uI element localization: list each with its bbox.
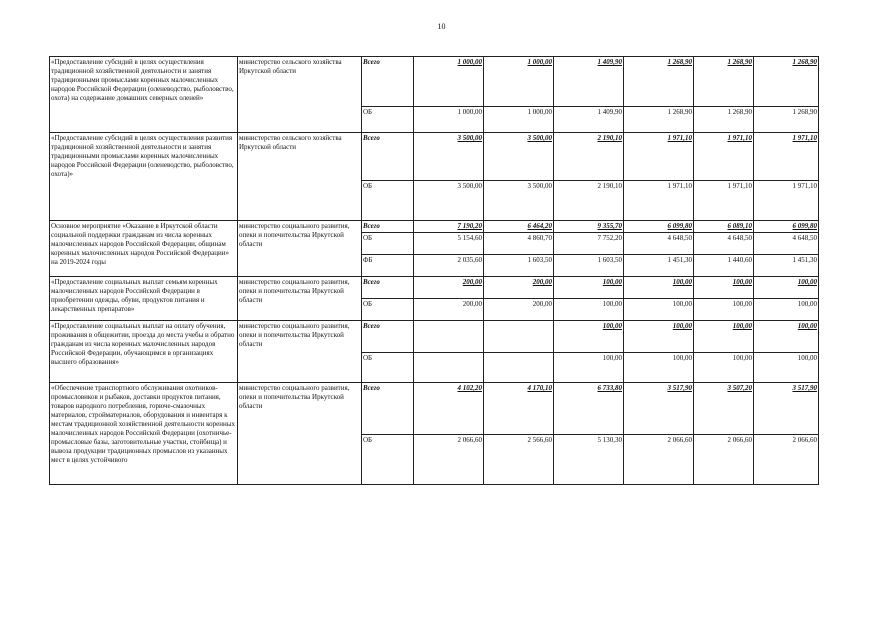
amount-cell: 1 268,90 — [694, 57, 754, 107]
activity-description: «Предоставление субсидий в целях осуществления развития традиционной хозяйственной деятельности и занятия традиционными промыслами коренных малочисленных народов Российской Федерации (оленеводство, рыболовство, охота)» — [50, 133, 238, 221]
amount-cell: 4 860,70 — [484, 233, 554, 255]
amount-cell: 1 268,90 — [754, 57, 819, 107]
amount-cell: 200,00 — [414, 277, 484, 299]
amount-cell: 1 268,90 — [624, 57, 694, 107]
amount-cell: 1 000,00 — [484, 107, 554, 133]
amount-cell: 200,00 — [414, 299, 484, 321]
amount-cell: 100,00 — [754, 353, 819, 383]
amount-cell: 5 130,30 — [554, 435, 624, 485]
amount-cell: 1 971,10 — [624, 133, 694, 181]
amount-cell: 9 355,70 — [554, 221, 624, 233]
amount-cell: 2 066,60 — [414, 435, 484, 485]
amount-cell: 6 464,20 — [484, 221, 554, 233]
activity-description: «Предоставление социальных выплат семьям коренных малочисленных народов Российской Федерации в приобретении одежды, обуви, продуктов питания и лекарственных препаратов» — [50, 277, 238, 321]
amount-cell — [484, 321, 554, 353]
funding-source: ОБ — [362, 299, 414, 321]
amount-cell — [484, 353, 554, 383]
amount-cell: 100,00 — [694, 277, 754, 299]
amount-cell: 100,00 — [754, 321, 819, 353]
amount-cell: 1 603,50 — [484, 255, 554, 277]
activity-description: «Обеспечение транспортного обслуживания охотников-промысловиков и рыбаков, доставки продуктов питания, товаров народного потребления, горюче-смазочных материалов, стройматериалов, оборудования и инвентаря к местам традиционной хозяйственной деятельности коренных малочисленных народов Российской Федерации (охотничье-промысловые базы, заготовительные участки, стойбища) и вывоза продукции традиционных промыслов из указанных мест в целях устойчивого — [50, 383, 238, 485]
amount-cell: 200,00 — [484, 299, 554, 321]
funding-source: Всего — [362, 221, 414, 233]
amount-cell: 100,00 — [554, 277, 624, 299]
amount-cell: 4 648,50 — [624, 233, 694, 255]
budget-table — [49, 56, 819, 485]
executor-cell: министерство социального развития, опеки и попечительства Иркутской области — [238, 321, 362, 383]
amount-cell: 4 648,50 — [694, 233, 754, 255]
amount-cell: 3 500,00 — [484, 181, 554, 221]
funding-source: Всего — [362, 383, 414, 435]
amount-cell: 1 971,10 — [754, 133, 819, 181]
amount-cell: 3 517,90 — [754, 383, 819, 435]
amount-cell: 1 440,60 — [694, 255, 754, 277]
amount-cell: 6 099,80 — [754, 221, 819, 233]
amount-cell: 5 154,60 — [414, 233, 484, 255]
amount-cell: 2 566,60 — [484, 435, 554, 485]
amount-cell: 100,00 — [694, 299, 754, 321]
amount-cell: 2 190,10 — [554, 133, 624, 181]
amount-cell: 1 603,50 — [554, 255, 624, 277]
amount-cell: 1 971,10 — [624, 181, 694, 221]
table-row — [50, 133, 819, 181]
funding-source: Всего — [362, 321, 414, 353]
amount-cell: 1 268,90 — [694, 107, 754, 133]
amount-cell: 100,00 — [554, 299, 624, 321]
amount-cell: 1 000,00 — [414, 107, 484, 133]
funding-source: ОБ — [362, 107, 414, 133]
amount-cell: 100,00 — [624, 277, 694, 299]
amount-cell: 1 409,90 — [554, 57, 624, 107]
amount-cell: 6 733,80 — [554, 383, 624, 435]
amount-cell: 1 971,10 — [694, 181, 754, 221]
amount-cell: 2 066,60 — [754, 435, 819, 485]
amount-cell: 100,00 — [754, 299, 819, 321]
amount-cell: 100,00 — [754, 277, 819, 299]
funding-source: ОБ — [362, 233, 414, 255]
amount-cell: 100,00 — [624, 353, 694, 383]
funding-source: ОБ — [362, 353, 414, 383]
amount-cell: 3 500,00 — [414, 181, 484, 221]
amount-cell — [414, 321, 484, 353]
amount-cell: 4 170,10 — [484, 383, 554, 435]
amount-cell: 100,00 — [694, 353, 754, 383]
amount-cell: 2 066,60 — [694, 435, 754, 485]
executor-cell: министерство социального развития, опеки и попечительства Иркутской области — [238, 221, 362, 277]
amount-cell: 1 000,00 — [484, 57, 554, 107]
activity-description: «Предоставление субсидий в целях осуществления традиционной хозяйственной деятельности и занятия традиционными промыслами коренных малочисленных народов Российской Федерации (оленеводство, рыболовство, охота) на содержание домашних северных оленей» — [50, 57, 238, 133]
amount-cell: 3 507,20 — [694, 383, 754, 435]
amount-cell: 7 752,20 — [554, 233, 624, 255]
executor-cell: министерство сельского хозяйства Иркутской области — [238, 57, 362, 133]
table-row — [50, 221, 819, 233]
amount-cell: 2 035,60 — [414, 255, 484, 277]
amount-cell: 1 268,90 — [754, 107, 819, 133]
amount-cell: 100,00 — [694, 321, 754, 353]
amount-cell: 1 268,90 — [624, 107, 694, 133]
amount-cell: 200,00 — [484, 277, 554, 299]
amount-cell: 3 517,90 — [624, 383, 694, 435]
amount-cell: 7 190,20 — [414, 221, 484, 233]
funding-source: Всего — [362, 57, 414, 107]
amount-cell: 1 000,00 — [414, 57, 484, 107]
amount-cell: 1 451,30 — [624, 255, 694, 277]
amount-cell: 100,00 — [554, 321, 624, 353]
amount-cell: 100,00 — [624, 299, 694, 321]
amount-cell: 1 971,10 — [754, 181, 819, 221]
amount-cell: 6 099,80 — [624, 221, 694, 233]
executor-cell: министерство социального развития, опеки и попечительства Иркутской области — [238, 277, 362, 321]
executor-cell: министерство социального развития, опеки и попечительства Иркутской области — [238, 383, 362, 485]
executor-cell: министерство сельского хозяйства Иркутской области — [238, 133, 362, 221]
activity-description: Основное мероприятие «Оказание в Иркутской области социальной поддержки гражданам из числа коренных малочисленных народов Российской Федерации, общинам коренных малочисленных народов Российской Федерации» на 2019-2024 годы — [50, 221, 238, 277]
amount-cell: 3 500,00 — [414, 133, 484, 181]
amount-cell: 4 102,20 — [414, 383, 484, 435]
amount-cell: 100,00 — [624, 321, 694, 353]
activity-description: «Предоставление социальных выплат на оплату обучения, проживания в общежитии, проезда до места учебы и обратно гражданам из числа коренных малочисленных народов Российской Федерации, обучающимся в организациях высшего образования» — [50, 321, 238, 383]
table-row — [50, 321, 819, 353]
funding-source: ОБ — [362, 181, 414, 221]
funding-source: ФБ — [362, 255, 414, 277]
amount-cell: 100,00 — [554, 353, 624, 383]
amount-cell: 2 190,10 — [554, 181, 624, 221]
funding-source: Всего — [362, 277, 414, 299]
table-row — [50, 57, 819, 107]
amount-cell: 1 451,30 — [754, 255, 819, 277]
amount-cell — [414, 353, 484, 383]
table-row — [50, 277, 819, 299]
amount-cell: 2 066,60 — [624, 435, 694, 485]
amount-cell: 6 089,10 — [694, 221, 754, 233]
funding-source: ОБ — [362, 435, 414, 485]
funding-source: Всего — [362, 133, 414, 181]
table-row — [50, 383, 819, 435]
amount-cell: 1 409,90 — [554, 107, 624, 133]
amount-cell: 3 500,00 — [484, 133, 554, 181]
amount-cell: 1 971,10 — [694, 133, 754, 181]
amount-cell: 4 648,50 — [754, 233, 819, 255]
page-number: 10 — [437, 22, 446, 31]
